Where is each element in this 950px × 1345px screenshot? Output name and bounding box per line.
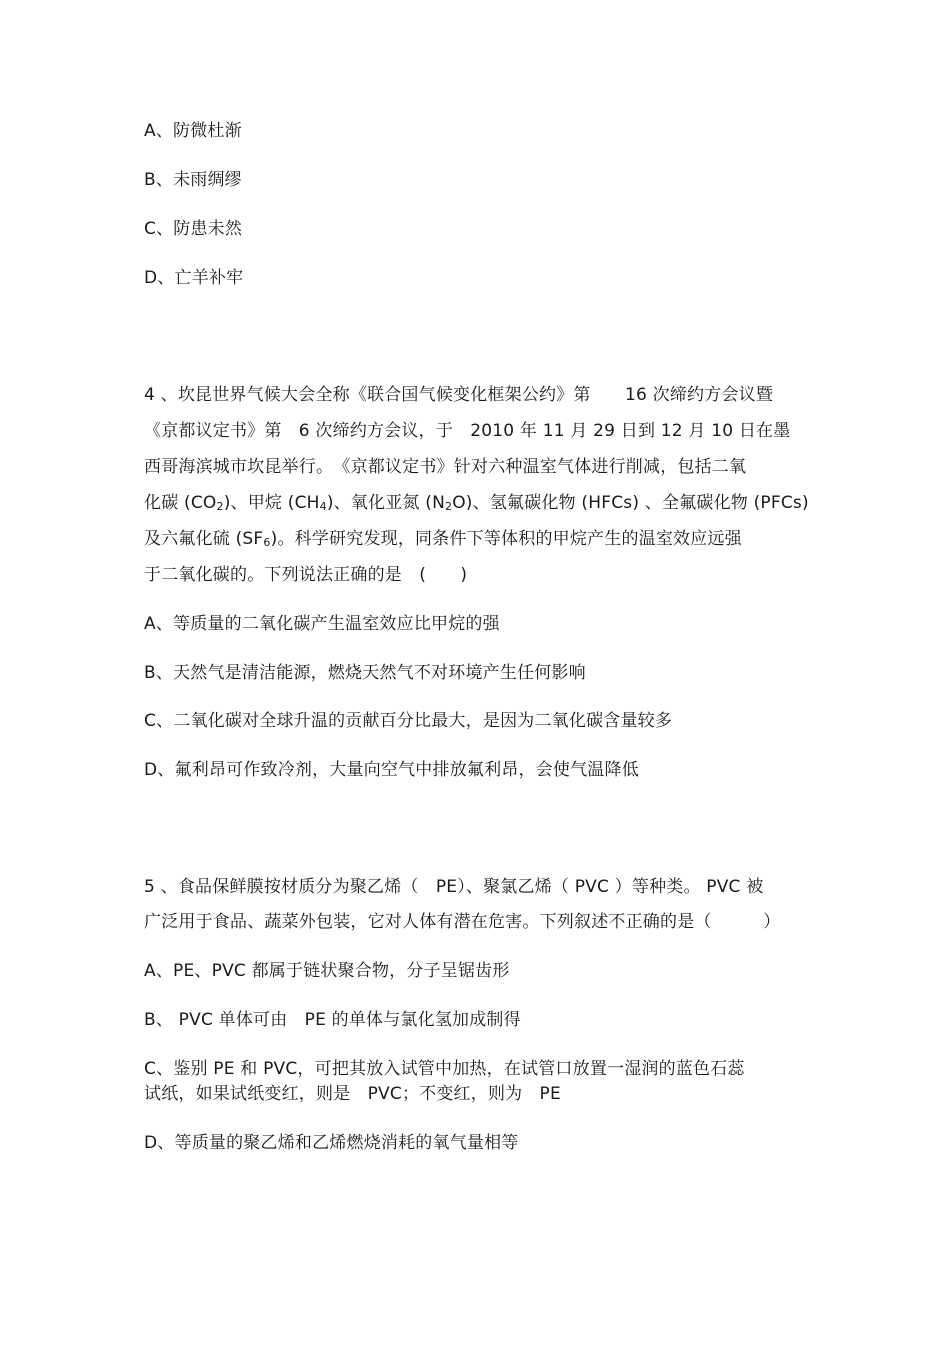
q5-stem-line: 5 、食品保鲜膜按材质分为聚乙烯（ PE）、聚氯乙烯（ PVC ）等种类。 PVC 被 [144, 877, 764, 897]
q4-subscript: 4 [319, 500, 327, 513]
q4-text-n2o: )、氧化亚氮 (N [326, 493, 446, 513]
q5-option-a: A、PE、PVC 都属于链状聚合物，分子呈锯齿形 [144, 961, 510, 981]
q4-option-a: A、等质量的二氧化碳产生温室效应比甲烷的强 [144, 614, 500, 634]
q4-text-hfcs-pfcs: O)、氢氟碳化物 (HFCs) 、全氟碳化物 (PFCs) [452, 493, 809, 513]
q4-stem-line-formulas [144, 492, 809, 514]
q4-option-b: B、天然气是清洁能源，燃烧天然气不对环境产生任何影响 [144, 663, 586, 683]
q4-option-c: C、二氧化碳对全球升温的贡献百分比最大，是因为二氧化碳含量较多 [144, 711, 673, 731]
q4-stem-line-sf6 [144, 528, 742, 550]
q4-stem-line: 西哥海滨城市坎昆举行。 《京都议定书》针对六种温室气体进行削减，包括二氧 [144, 457, 747, 477]
q4-subscript: 2 [445, 500, 453, 513]
q4-stem-line: 《京都议定书》第 6 次缔约方会议，于 2010 年 11 月 29 日到 12 月 10 日在墨 [144, 421, 791, 441]
q5-option-c: C、鉴别 PE 和 PVC，可把其放入试管中加热，在试管口放置一湿润的蓝色石蕊 [144, 1059, 745, 1079]
q4-stem-question: 于二氧化碳的。下列说法正确的是 ( ) [144, 565, 468, 585]
q5-option-d: D、等质量的聚乙烯和乙烯燃烧消耗的氧气量相等 [144, 1133, 519, 1153]
q3-option-a: A、防微杜渐 [144, 121, 242, 141]
q4-text-co2: 化碳 (CO [144, 493, 217, 513]
q5-option-c-cont: 试纸，如果试纸变红，则是 PVC；不变红，则为 PE [144, 1084, 561, 1104]
q4-option-d: D、氟利昂可作致冷剂，大量向空气中排放氟利昂，会使气温降低 [144, 760, 639, 780]
q4-text-ch4: )、甲烷 (CH [223, 493, 320, 513]
q4-text-research: )。科学研究发现，同条件下等体积的甲烷产生的温室效应远强 [270, 529, 742, 549]
q3-option-c: C、防患未然 [144, 219, 243, 239]
q3-option-b: B、未雨绸缪 [144, 170, 242, 190]
q3-option-d: D、亡羊补牢 [144, 268, 244, 288]
q5-stem-line: 广泛用于食品、蔬菜外包装，它对人体有潜在危害。下列叙述不正确的是（ ） [144, 912, 781, 932]
q4-subscript: 2 [216, 500, 224, 513]
q4-subscript: 6 [263, 536, 271, 549]
q4-stem-line: 4 、坎昆世界气候大会全称《联合国气候变化框架公约》第 16 次缔约方会议暨 [144, 385, 774, 405]
q5-option-b: B、 PVC 单体可由 PE 的单体与氯化氢加成制得 [144, 1010, 521, 1030]
q4-text-sf6: 及六氟化硫 (SF [144, 529, 264, 549]
